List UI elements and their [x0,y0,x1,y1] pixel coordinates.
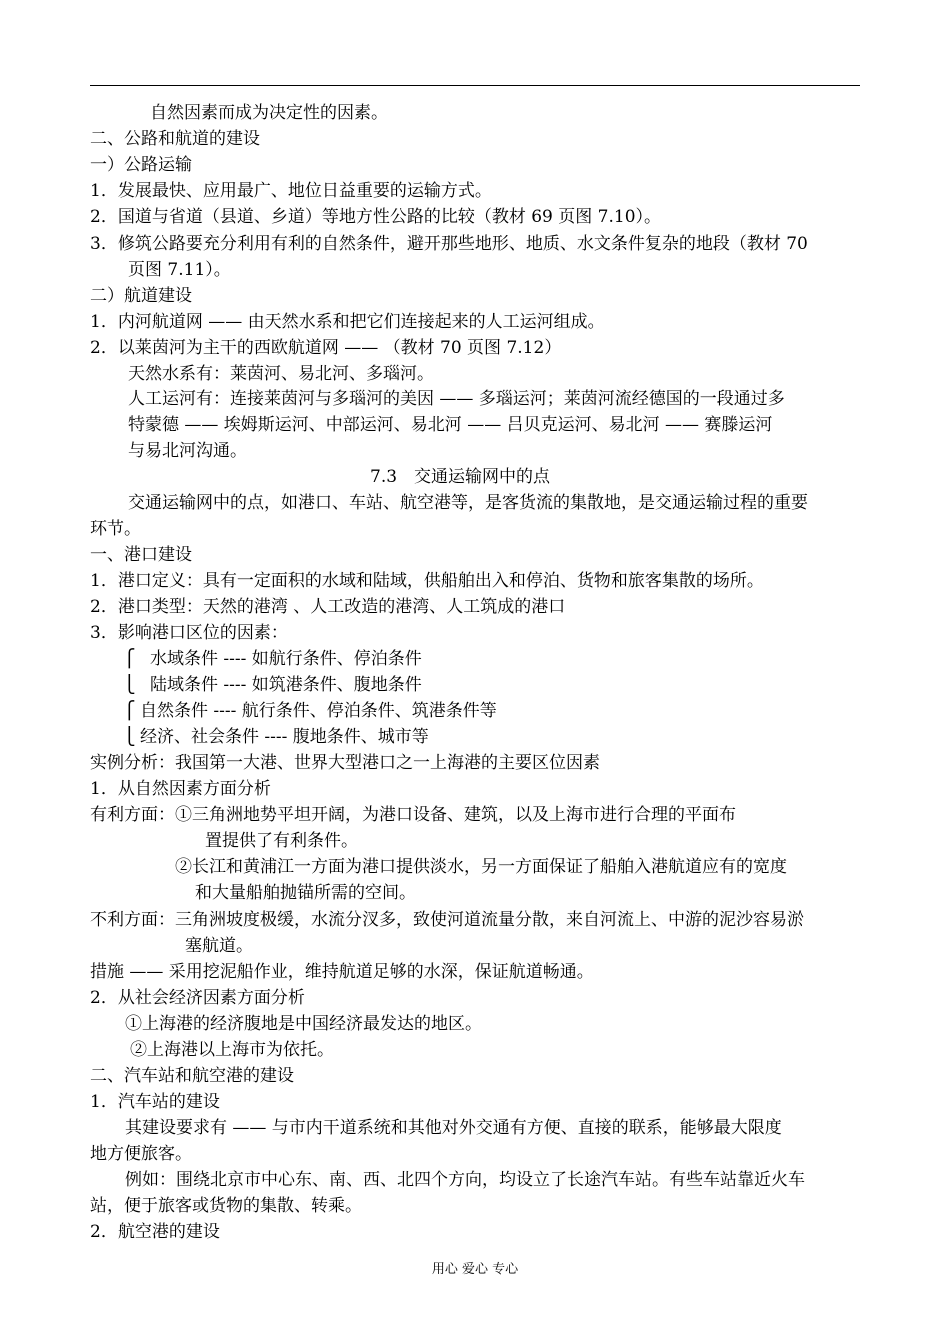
text-line: 2．航空港的建设 [90,1222,220,1242]
page-footer: 用心 爱心 专心 [431,1262,519,1277]
brace-top: ⎧ [123,701,136,721]
section-heading: 二、公路和航道的建设 [90,129,260,149]
text-line: 天然水系有：莱茵河、易北河、多瑙河。 [128,364,434,384]
text-line: 置提供了有利条件。 [205,831,358,851]
text-line: ①上海港的经济腹地是中国经济最发达的地区。 [125,1014,482,1034]
text-line: 3．修筑公路要充分利用有利的自然条件，避开那些地形、地质、水文条件复杂的地段（教材 70 [90,234,808,254]
chapter-title: 7.3 交通运输网中的点 [370,467,551,487]
text-line: 特蒙德 —— 埃姆斯运河、中部运河、易北河 —— 吕贝克运河、易北河 —— 赛滕运河 [128,415,773,435]
text-line: 2．港口类型：天然的港湾 、人工改造的港湾、人工筑成的港口 [90,597,566,617]
text-line: 页图 7.11）。 [128,260,231,280]
text-line: 人工运河有：连接莱茵河与多瑙河的美因 —— 多瑙运河；莱茵河流经德国的一段通过多 [128,389,785,409]
text-line: 塞航道。 [185,936,253,956]
text-line: 2．从社会经济因素方面分析 [90,988,305,1008]
text-line: 自然条件 ---- 航行条件、停泊条件、筑港条件等 [140,701,497,721]
section-heading: 一、港口建设 [90,545,192,565]
text-line: 例如：围绕北京市中心东、南、西、北四个方向，均设立了长途汽车站。有些车站靠近火车 [125,1170,805,1190]
header-rule [90,85,860,86]
brace-bottom: ⎩ [123,675,136,695]
brace-top: ⎧ [123,649,136,669]
text-line: 与易北河沟通。 [128,441,247,461]
text-line: ②上海港以上海市为依托。 [130,1040,334,1060]
text-line: 3．影响港口区位的因素： [90,623,288,643]
text-line: 经济、社会条件 ---- 腹地条件、城市等 [140,727,429,747]
brace-bottom: ⎩ [123,727,136,747]
text-line: 水域条件 ---- 如航行条件、停泊条件 [150,649,422,669]
text-line: 自然因素而成为决定性的因素。 [150,103,388,123]
text-line: 陆域条件 ---- 如筑港条件、腹地条件 [150,675,422,695]
text-line: 1．港口定义：具有一定面积的水域和陆域，供船舶出入和停泊、货物和旅客集散的场所。 [90,571,764,591]
text-line: 环节。 [90,519,141,539]
text-line: 1．发展最快、应用最广、地位日益重要的运输方式。 [90,181,492,201]
text-line: 实例分析：我国第一大港、世界大型港口之一上海港的主要区位因素 [90,753,600,773]
subsection-heading: 一）公路运输 [90,155,192,175]
text-line: 措施 —— 采用挖泥船作业，维持航道足够的水深，保证航道畅通。 [90,962,594,982]
text-line: 2．以莱茵河为主干的西欧航道网 —— （教材 70 页图 7.12） [90,338,562,358]
text-line: 站，便于旅客或货物的集散、转乘。 [90,1196,362,1216]
text-line: 不利方面：三角洲坡度极缓，水流分汊多，致使河道流量分散，来自河流上、中游的泥沙容易淤 [90,910,804,930]
subsection-heading: 二）航道建设 [90,286,192,306]
text-line: 2．国道与省道（县道、乡道）等地方性公路的比较（教材 69 页图 7.10）。 [90,207,662,227]
text-line: 交通运输网中的点，如港口、车站、航空港等，是客货流的集散地，是交通运输过程的重要 [128,493,808,513]
text-line: 和大量船舶抛锚所需的空间。 [195,883,416,903]
text-line: 1．从自然因素方面分析 [90,779,271,799]
text-line: 其建设要求有 —— 与市内干道系统和其他对外交通有方便、直接的联系，能够最大限度 [125,1118,782,1138]
text-line: 地方便旅客。 [90,1144,192,1164]
section-heading: 二、汽车站和航空港的建设 [90,1066,294,1086]
text-line: 1．汽车站的建设 [90,1092,220,1112]
text-line: ②长江和黄浦江一方面为港口提供淡水，另一方面保证了船舶入港航道应有的宽度 [175,857,787,877]
text-line: 有利方面：①三角洲地势平坦开阔，为港口设备、建筑，以及上海市进行合理的平面布 [90,805,736,825]
text-line: 1．内河航道网 —— 由天然水系和把它们连接起来的人工运河组成。 [90,312,605,332]
